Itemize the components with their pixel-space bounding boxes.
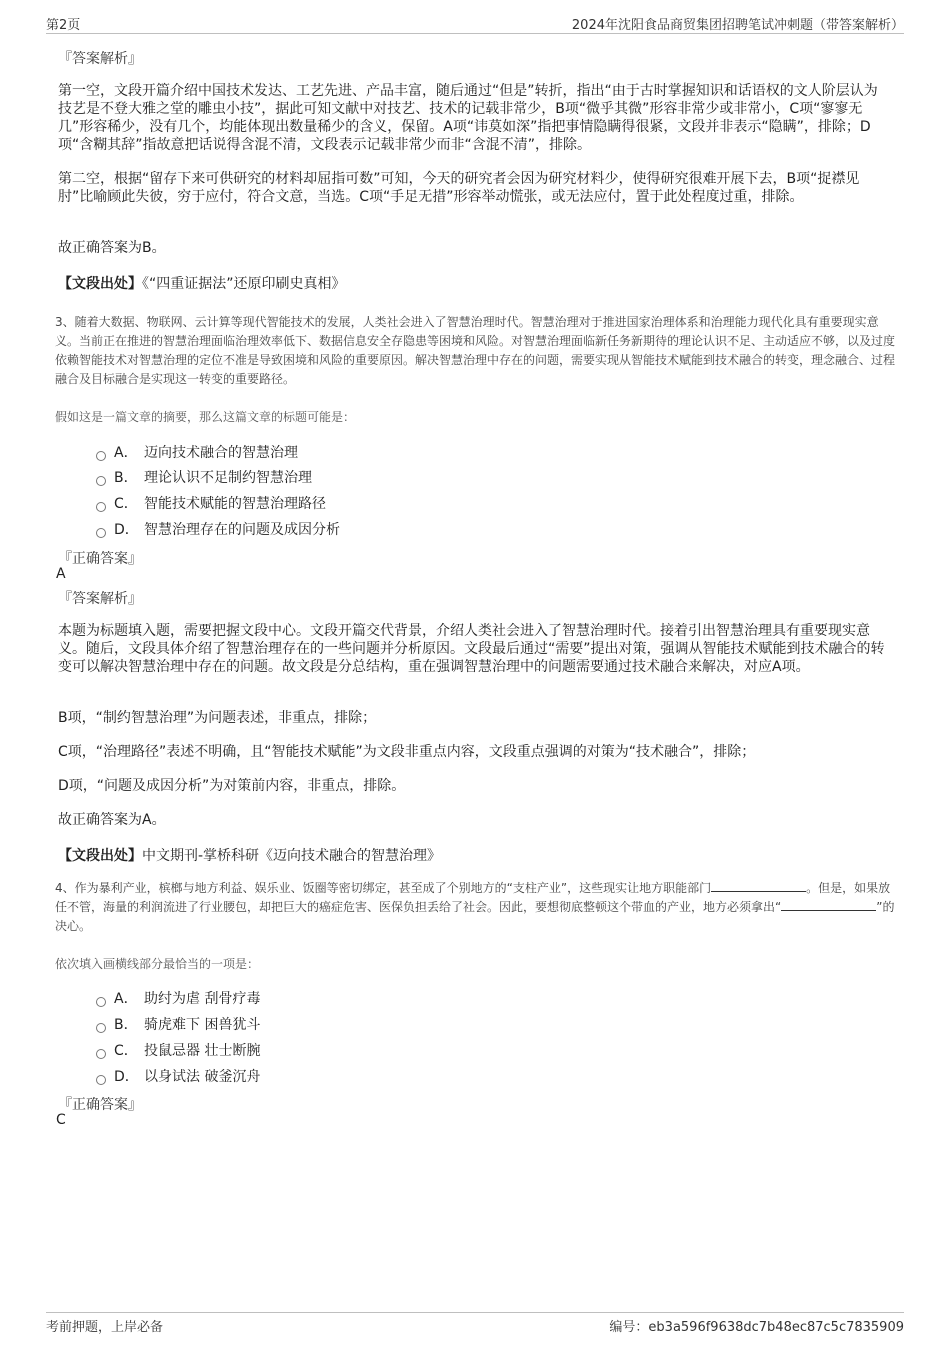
radio-icon[interactable]: [96, 1023, 106, 1033]
q3-option-b[interactable]: B． 理论认识不足制约智慧治理: [96, 467, 312, 487]
q3-analysis-label: 『答案解析』: [58, 591, 142, 607]
q4-prompt: 依次填入画横线部分最恰当的一项是：: [55, 957, 260, 971]
q3-option-a[interactable]: A． 迈向技术融合的智慧治理: [96, 442, 298, 462]
q4-option-b[interactable]: B． 骑虎难下 困兽犹斗: [96, 1014, 260, 1034]
radio-icon[interactable]: [96, 451, 106, 461]
q3-analysis-p5: 故正确答案为A。: [58, 812, 166, 828]
q3-analysis-p4: D项，“问题及成因分析”为对策前内容，非重点，排除。: [58, 778, 406, 794]
q3-answer-label: 『正确答案』: [58, 551, 142, 567]
q3-source: [58, 845, 888, 865]
page-header: [46, 12, 904, 34]
q4-option-c[interactable]: C． 投鼠忌器 壮士断腕: [96, 1040, 260, 1060]
q2-analysis-p1: 第一空，文段开篇介绍中国技术发达、工艺先进、产品丰富，随后通过“但是”转折，指出“由于古时掌握知识和话语权的文人阶层认为技艺是不登大雅之堂的雕虫小技”，据此可知文献中对技艺、技术的记载非常少，B项“微乎其微”形容非常少或非常小，C项“寥寥无几”形容稀少，没有几个，均能体现出数量稀少的含义，保留。A项“讳莫如深”指把事情隐瞒得很紧，文段并非表示“隐瞒”，排除；D项“含糊其辞”指故意把话说得含混不清，文段表示记载非常少而非“含混不清”，排除。: [58, 83, 878, 153]
q4-option-d[interactable]: D． 以身试法 破釜沉舟: [96, 1066, 260, 1086]
q3-question: 3、随着大数据、物联网、云计算等现代智能技术的发展，人类社会进入了智慧治理时代。智慧治理对于推进国家治理体系和治理能力现代化具有重要现实意义。当前正在推进的智慧治理面临治理效率低下、数据信息安全存隐患等困境和风险。对智慧治理面临新任务新期待的理论认识不足、主动适应不够，以及过度依赖智能技术对智慧治理的定位不准是导致困境和风险的重要原因。解决智慧治理中存在的问题，需要实现从智能技术赋能到技术融合的转变，理念融合、过程融合及目标融合是实现这一转变的重要路径。: [55, 315, 896, 386]
q4-answer: C: [56, 1112, 66, 1128]
q2-analysis-p3: 故正确答案为B。: [58, 240, 166, 256]
q2-analysis-label: 『答案解析』: [58, 51, 142, 67]
document-id: 编号：eb3a596f9638dc7b48ec87c5c7835909: [609, 1320, 904, 1335]
radio-icon[interactable]: [96, 528, 106, 538]
q3-analysis-p1: 本题为标题填入题，需要把握文段中心。文段开篇交代背景，介绍人类社会进入了智慧治理时代。接着引出智慧治理具有重要现实意义。随后，文段具体介绍了智慧治理存在的一些问题并分析原因。文段最后通过“需要”提出对策，强调从智能技术赋能到技术融合的转变可以解决智慧治理中存在的问题。故文段是分总结构，重在强调智慧治理中的问题需要通过技术融合来解决，对应A项。: [58, 623, 885, 675]
radio-icon[interactable]: [96, 1049, 106, 1059]
radio-icon[interactable]: [96, 997, 106, 1007]
page-footer: [46, 1312, 904, 1336]
q2-analysis-p2: 第二空，根据“留存下来可供研究的材料却屈指可数”可知，今天的研究者会因为研究材料少，使得研究很难开展下去，B项“捉襟见肘”比喻顾此失彼，穷于应付，符合文意，当选。C项“手足无措”形容举动慌张，或无法应付，置于此处程度过重，排除。: [58, 171, 860, 205]
q3-prompt: 假如这是一篇文章的摘要，那么这篇文章的标题可能是：: [55, 410, 356, 424]
answer-blank-1: [711, 880, 806, 892]
q3-source-text: 中文期刊-掌桥科研《迈向技术融合的智慧治理》: [142, 848, 442, 864]
q2-source-label: 【文段出处】: [58, 276, 142, 292]
q3-source-label: 【文段出处】: [58, 848, 142, 864]
q3-option-d[interactable]: D． 智慧治理存在的问题及成因分析: [96, 519, 340, 539]
q3-analysis-p2: B项，“制约智慧治理”为问题表述，非重点，排除；: [58, 710, 377, 726]
radio-icon[interactable]: [96, 476, 106, 486]
radio-icon[interactable]: [96, 1075, 106, 1085]
q3-analysis-p3: C项，“治理路径”表述不明确，且“智能技术赋能”为文段非重点内容，文段重点强调的对策为“技术融合”，排除；: [58, 744, 756, 760]
document-title: 2024年沈阳食品商贸集团招聘笔试冲刺题（带答案解析）: [571, 18, 904, 33]
q2-source: [58, 273, 888, 293]
q4-question: 4、作为暴利产业，槟榔与地方利益、娱乐业、饭圈等密切绑定，甚至成了个别地方的“支柱产业”，这些现实让地方职能部门 。但是，如果放任不管，海量的利润流进了行业腰包，却把巨大的癌症危害、医保负担丢给了社会。因此，要想彻底整顿这个带血的产业，地方必须拿出“ ”的决心。: [55, 881, 895, 933]
footer-slogan: 考前押题，上岸必备: [46, 1320, 164, 1335]
page-number: 第2页: [46, 18, 81, 33]
q4-answer-label: 『正确答案』: [58, 1097, 142, 1113]
radio-icon[interactable]: [96, 502, 106, 512]
q4-option-a[interactable]: A． 助纣为虐 刮骨疗毒: [96, 988, 260, 1008]
q2-source-text: 《“四重证据法”还原印刷史真相》: [142, 276, 346, 292]
answer-blank-2: [781, 899, 876, 911]
q3-answer: A: [56, 566, 66, 582]
q3-option-c[interactable]: C． 智能技术赋能的智慧治理路径: [96, 493, 326, 513]
